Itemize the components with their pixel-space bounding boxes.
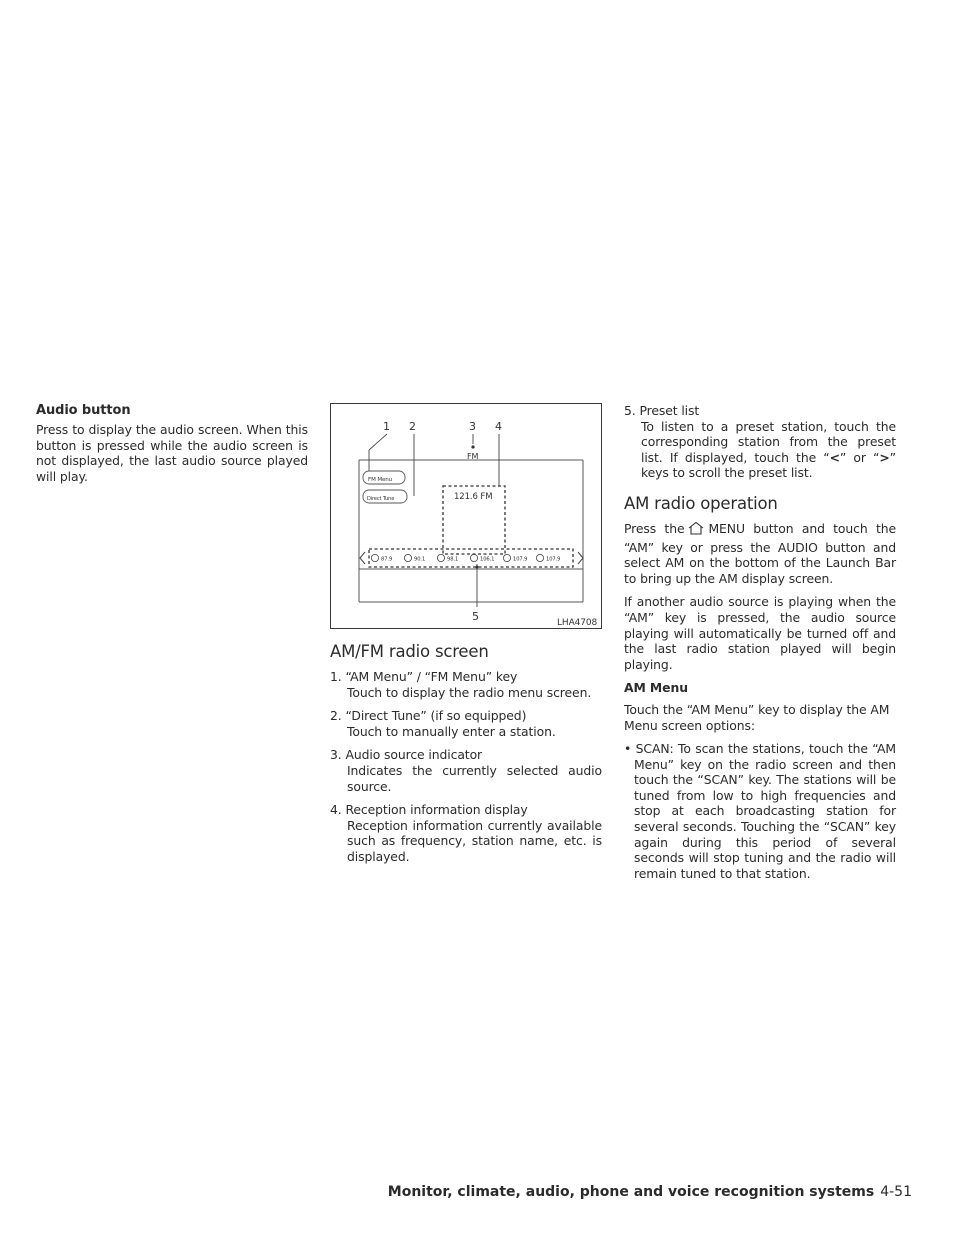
home-icon — [686, 521, 706, 540]
preset-item — [624, 403, 896, 481]
preset-frequency: 98.1 — [447, 556, 459, 563]
am-p1-end: MENU button and touch the “AM” key or press the AUDIO button and select AM on the bottom of the Launch Bar to bring up the AM display screen. — [624, 520, 896, 586]
callout-2: 2 — [409, 420, 416, 433]
preset-desc-start: To listen to a preset station, touch the corresponding station from the preset list. If displayed, touch the “ — [641, 418, 896, 465]
page-number: 4-51 — [880, 1184, 912, 1200]
preset-desc-or: ” or “ — [839, 449, 880, 465]
amfm-item-1-label: 1. “AM Menu” / “FM Menu” key — [330, 669, 518, 684]
amfm-item-1 — [330, 669, 602, 700]
radio-screen-diagram — [331, 404, 603, 630]
preset-left-arrow — [360, 552, 365, 564]
callout-5: 5 — [472, 610, 479, 623]
preset-list-box — [369, 549, 573, 567]
preset-button-icon — [503, 554, 510, 561]
page-footer — [388, 1184, 912, 1200]
amfm-heading: AM/FM radio screen — [330, 642, 489, 661]
footer-title: Monitor, climate, audio, phone and voice recognition systems — [387, 1184, 875, 1200]
amfm-item-4-label: 4. Reception information display — [330, 802, 528, 818]
amfm-item-3 — [330, 747, 602, 794]
column-right — [624, 403, 896, 889]
audio-button-heading: Audio button — [36, 403, 131, 418]
am-menu-heading: AM Menu — [624, 680, 688, 696]
preset-frequency: 107.9 — [546, 556, 561, 563]
am-p1-start: Press the — [624, 520, 685, 536]
radio-screen-illustration — [330, 403, 602, 629]
amfm-item-2 — [330, 708, 602, 739]
column-left — [36, 403, 308, 492]
preset-desc — [624, 419, 896, 481]
right-key-glyph: > — [879, 449, 890, 465]
callout-3: 3 — [469, 420, 476, 433]
preset-button-icon — [404, 554, 411, 561]
am-heading: AM radio operation — [624, 493, 778, 513]
source-indicator-label: FM — [467, 452, 479, 461]
callout-1: 1 — [383, 420, 390, 433]
figure-id: LHA4708 — [557, 618, 598, 628]
left-key-glyph: < — [829, 449, 840, 465]
amfm-item-4 — [330, 802, 602, 864]
preset-button-icon — [470, 554, 477, 561]
audio-button-text: Press to display the audio screen. When this button is pressed while the audio screen is not displayed, the last audio source played will play. — [36, 422, 308, 484]
preset-button-icon — [437, 554, 444, 561]
preset-button-icon — [371, 554, 378, 561]
amfm-item-2-label: 2. “Direct Tune” (if so equipped) — [330, 708, 527, 724]
preset-frequency: 87.9 — [381, 556, 393, 563]
direct-tune-label: Direct Tune — [367, 496, 395, 502]
preset-button-icon — [536, 554, 543, 561]
amfm-item-4-desc: Reception information currently available such as frequency, station name, etc. is displayed. — [347, 817, 602, 864]
preset-desc-end: ” keys to scroll the preset list. — [641, 449, 896, 481]
preset-right-arrow — [578, 552, 583, 564]
fm-menu-label: FM Menu — [368, 477, 393, 483]
preset-label: 5. Preset list — [624, 403, 700, 418]
am-paragraph-2: If another audio source is playing when the “AM” key is pressed, the audio source playing will automatically be turned off and the last radio station played will begin playing. — [624, 594, 896, 672]
callout-4: 4 — [495, 420, 502, 433]
amfm-item-1-desc: Touch to display the radio menu screen. — [347, 684, 592, 700]
am-paragraph-1 — [624, 521, 896, 586]
am-menu-text: Touch the “AM Menu” key to display the AM Menu screen options: — [624, 701, 890, 733]
preset-frequency: 107.9 — [513, 556, 528, 563]
column-middle — [330, 403, 602, 873]
amfm-item-3-label: 3. Audio source indicator — [330, 747, 483, 763]
preset-frequency: 90.1 — [414, 556, 426, 563]
am-scan-bullet: • SCAN: To scan the stations, touch the “AM Menu” key on the radio screen and then touch the “SCAN” key. The stations will be tuned from low to high frequencies and stop at each broadcasting station for several seconds. Touching the “SCAN” key again during this period of several seconds will stop tuning and the radio will remain tuned to that station. — [624, 741, 896, 881]
amfm-item-3-desc: Indicates the currently selected audio source. — [347, 762, 602, 794]
preset-frequency: 106.1 — [480, 556, 495, 563]
frequency-display: 121.6 FM — [454, 492, 493, 502]
amfm-item-2-desc: Touch to manually enter a station. — [347, 723, 556, 739]
